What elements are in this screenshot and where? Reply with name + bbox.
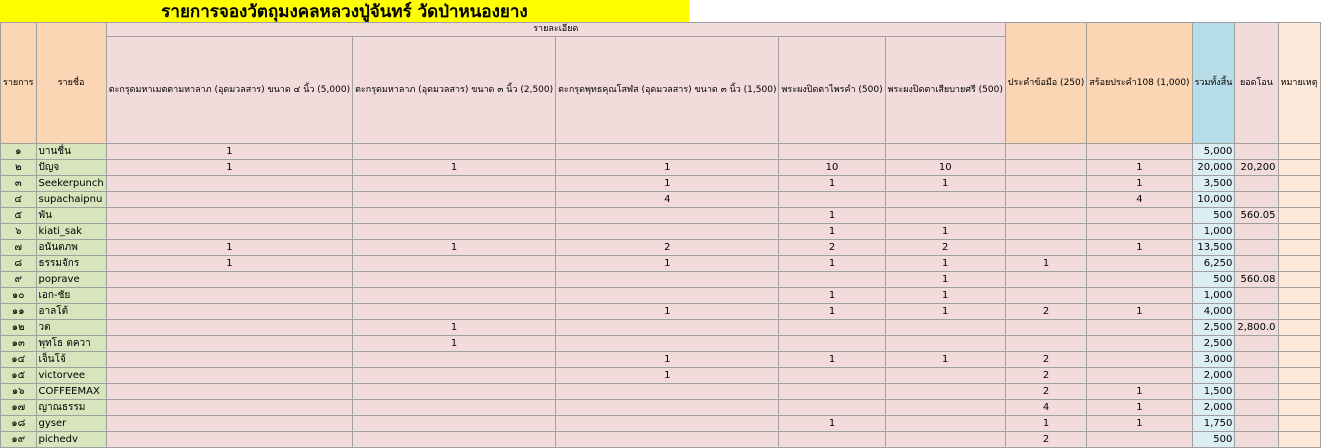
cell-col5[interactable]: 1 [885, 272, 1005, 288]
cell-note[interactable] [1278, 384, 1320, 400]
cell-no[interactable]: ๑๓ [1, 336, 37, 352]
cell-col3[interactable]: 1 [556, 368, 779, 384]
cell-col7[interactable]: 1 [1087, 400, 1192, 416]
cell-col3[interactable]: 1 [556, 352, 779, 368]
cell-name[interactable]: gyser [36, 416, 106, 432]
cell-name[interactable]: ปัญจ [36, 160, 106, 176]
cell-col6[interactable] [1005, 176, 1086, 192]
header-col6[interactable]: ประคำข้อมือ (250) [1005, 23, 1086, 144]
cell-col6[interactable]: 1 [1005, 416, 1086, 432]
header-transfer[interactable]: ยอดโอน [1235, 23, 1278, 144]
cell-col4[interactable] [779, 400, 885, 416]
header-col7[interactable]: สร้อยประคำ108 (1,000) [1087, 23, 1192, 144]
cell-no[interactable]: ๗ [1, 240, 37, 256]
cell-col6[interactable] [1005, 240, 1086, 256]
cell-total[interactable]: 3,500 [1192, 176, 1235, 192]
table-row [1, 416, 1321, 432]
cell-col2[interactable] [353, 208, 556, 224]
booking-table [0, 22, 1321, 448]
cell-col1[interactable] [106, 176, 352, 192]
cell-note[interactable] [1278, 432, 1320, 448]
cell-col3[interactable] [556, 320, 779, 336]
cell-name[interactable]: ญาณธรรม [36, 400, 106, 416]
cell-col3[interactable] [556, 336, 779, 352]
cell-col3[interactable]: 1 [556, 256, 779, 272]
cell-col7[interactable]: 1 [1087, 176, 1192, 192]
cell-name[interactable]: พุทโธ ตควา [36, 336, 106, 352]
cell-col2[interactable] [353, 288, 556, 304]
cell-transfer[interactable] [1235, 240, 1278, 256]
header-name[interactable]: รายชื่อ [36, 23, 106, 144]
table-row [1, 352, 1321, 368]
cell-col6[interactable]: 4 [1005, 400, 1086, 416]
cell-note[interactable] [1278, 192, 1320, 208]
cell-col4[interactable] [779, 432, 885, 448]
cell-col1[interactable]: 1 [106, 256, 352, 272]
cell-col3[interactable] [556, 416, 779, 432]
cell-col4[interactable]: 2 [779, 240, 885, 256]
cell-no[interactable]: ๑๗ [1, 400, 37, 416]
cell-col5[interactable]: 1 [885, 304, 1005, 320]
cell-no[interactable]: ๘ [1, 256, 37, 272]
cell-col3[interactable]: 2 [556, 240, 779, 256]
cell-col7[interactable]: 1 [1087, 384, 1192, 400]
cell-name[interactable]: COFFEEMAX [36, 384, 106, 400]
cell-transfer[interactable] [1235, 256, 1278, 272]
header-col4[interactable]: พระผงปิดตาไพรคำ (500) [779, 37, 885, 144]
cell-col1[interactable] [106, 432, 352, 448]
cell-name[interactable]: บานชื่น [36, 144, 106, 160]
cell-total[interactable]: 3,000 [1192, 352, 1235, 368]
cell-transfer[interactable]: 560.08 [1235, 272, 1278, 288]
cell-note[interactable] [1278, 144, 1320, 160]
cell-total[interactable]: 13,500 [1192, 240, 1235, 256]
cell-name[interactable]: อาลโต้ [36, 304, 106, 320]
table-row [1, 384, 1321, 400]
cell-col1[interactable] [106, 368, 352, 384]
cell-name[interactable]: poprave [36, 272, 106, 288]
cell-col5[interactable] [885, 192, 1005, 208]
header-col1[interactable]: ตะกรุดมหาเมตตามหาลาภ (อุดมวลสาร) ขนาด ๔ นิ้ว (5,000) [106, 37, 352, 144]
cell-transfer[interactable] [1235, 416, 1278, 432]
cell-col1[interactable]: 1 [106, 240, 352, 256]
table-row [1, 336, 1321, 352]
cell-note[interactable] [1278, 224, 1320, 240]
cell-col3[interactable] [556, 224, 779, 240]
cell-total[interactable]: 10,000 [1192, 192, 1235, 208]
cell-col7[interactable]: 1 [1087, 240, 1192, 256]
cell-note[interactable] [1278, 288, 1320, 304]
cell-col6[interactable] [1005, 208, 1086, 224]
cell-transfer[interactable] [1235, 224, 1278, 240]
cell-col1[interactable] [106, 224, 352, 240]
cell-col1[interactable] [106, 208, 352, 224]
cell-col2[interactable] [353, 192, 556, 208]
cell-col6[interactable]: 2 [1005, 368, 1086, 384]
cell-col4[interactable]: 1 [779, 416, 885, 432]
cell-col2[interactable] [353, 224, 556, 240]
cell-transfer[interactable]: 20,200 [1235, 160, 1278, 176]
cell-col7[interactable] [1087, 352, 1192, 368]
cell-col3[interactable]: 1 [556, 176, 779, 192]
cell-col7[interactable] [1087, 320, 1192, 336]
cell-col1[interactable] [106, 400, 352, 416]
table-row [1, 240, 1321, 256]
cell-col3[interactable] [556, 272, 779, 288]
cell-total[interactable]: 6,250 [1192, 256, 1235, 272]
table-row [1, 400, 1321, 416]
cell-col4[interactable] [779, 144, 885, 160]
cell-transfer[interactable] [1235, 368, 1278, 384]
cell-total[interactable]: 500 [1192, 208, 1235, 224]
table-row [1, 144, 1321, 160]
cell-col5[interactable] [885, 208, 1005, 224]
cell-col1[interactable] [106, 384, 352, 400]
cell-total[interactable]: 1,000 [1192, 224, 1235, 240]
cell-total[interactable]: 1,000 [1192, 288, 1235, 304]
cell-col6[interactable]: 2 [1005, 304, 1086, 320]
cell-name[interactable]: พัน [36, 208, 106, 224]
header-col2[interactable]: ตะกรุดมหาลาภ (อุดมวลสาร) ขนาด ๓ นิ้ว (2,500) [353, 37, 556, 144]
cell-col2[interactable]: 1 [353, 336, 556, 352]
cell-transfer[interactable] [1235, 352, 1278, 368]
cell-note[interactable] [1278, 208, 1320, 224]
cell-no[interactable]: ๑๒ [1, 320, 37, 336]
cell-col1[interactable] [106, 416, 352, 432]
cell-col5[interactable] [885, 416, 1005, 432]
cell-col1[interactable] [106, 352, 352, 368]
sheet-title: รายการจองวัตถุมงคลหลวงปู่จันทร์ วัดป่าหนองยาง [0, 0, 689, 22]
cell-col5[interactable] [885, 320, 1005, 336]
cell-total[interactable]: 500 [1192, 432, 1235, 448]
cell-col7[interactable]: 1 [1087, 160, 1192, 176]
cell-col5[interactable]: 1 [885, 224, 1005, 240]
cell-total[interactable]: 1,500 [1192, 384, 1235, 400]
cell-col2[interactable] [353, 256, 556, 272]
cell-col4[interactable] [779, 368, 885, 384]
cell-col6[interactable]: 1 [1005, 256, 1086, 272]
cell-col6[interactable] [1005, 320, 1086, 336]
table-row [1, 272, 1321, 288]
cell-no[interactable]: ๒ [1, 160, 37, 176]
cell-no[interactable]: ๑๘ [1, 416, 37, 432]
cell-col4[interactable]: 1 [779, 352, 885, 368]
cell-col7[interactable] [1087, 208, 1192, 224]
cell-note[interactable] [1278, 368, 1320, 384]
cell-col5[interactable] [885, 336, 1005, 352]
cell-col2[interactable] [353, 352, 556, 368]
cell-col7[interactable] [1087, 336, 1192, 352]
cell-col6[interactable] [1005, 336, 1086, 352]
table-row [1, 208, 1321, 224]
cell-no[interactable]: ๔ [1, 192, 37, 208]
cell-note[interactable] [1278, 352, 1320, 368]
cell-note[interactable] [1278, 240, 1320, 256]
table-row [1, 304, 1321, 320]
cell-col4[interactable] [779, 336, 885, 352]
cell-col5[interactable]: 2 [885, 240, 1005, 256]
cell-no[interactable]: ๑๕ [1, 368, 37, 384]
cell-transfer[interactable] [1235, 400, 1278, 416]
cell-total[interactable]: 2,000 [1192, 400, 1235, 416]
cell-col7[interactable] [1087, 256, 1192, 272]
cell-col3[interactable] [556, 400, 779, 416]
cell-no[interactable]: ๖ [1, 224, 37, 240]
cell-col2[interactable] [353, 432, 556, 448]
cell-transfer[interactable] [1235, 176, 1278, 192]
cell-no[interactable]: ๑ [1, 144, 37, 160]
cell-col4[interactable] [779, 192, 885, 208]
table-row [1, 432, 1321, 448]
cell-name[interactable]: Seekerpunch [36, 176, 106, 192]
cell-name[interactable]: ธรรมจักร [36, 256, 106, 272]
cell-col2[interactable] [353, 384, 556, 400]
cell-col4[interactable]: 1 [779, 208, 885, 224]
cell-no[interactable]: ๓ [1, 176, 37, 192]
cell-col2[interactable]: 1 [353, 240, 556, 256]
table-row [1, 368, 1321, 384]
header-no[interactable]: รายการ [1, 23, 37, 144]
table-row [1, 256, 1321, 272]
cell-transfer[interactable] [1235, 192, 1278, 208]
cell-total[interactable]: 5,000 [1192, 144, 1235, 160]
cell-col7[interactable]: 4 [1087, 192, 1192, 208]
cell-col6[interactable]: 2 [1005, 384, 1086, 400]
cell-name[interactable]: kiati_sak [36, 224, 106, 240]
cell-transfer[interactable] [1235, 144, 1278, 160]
cell-name[interactable]: เจ็นโจ้ [36, 352, 106, 368]
cell-transfer[interactable]: 560.05 [1235, 208, 1278, 224]
cell-name[interactable]: supachaipnu [36, 192, 106, 208]
cell-col1[interactable] [106, 320, 352, 336]
cell-col6[interactable] [1005, 144, 1086, 160]
cell-note[interactable] [1278, 336, 1320, 352]
cell-note[interactable] [1278, 176, 1320, 192]
header-col3[interactable]: ตะกรุดพุทธคุณโสฬส (อุดมวลสาร) ขนาด ๓ นิ้ว (1,500) [556, 37, 779, 144]
cell-name[interactable]: เอก-ชัย [36, 288, 106, 304]
cell-col6[interactable] [1005, 288, 1086, 304]
cell-transfer[interactable] [1235, 288, 1278, 304]
table-body [1, 144, 1321, 448]
cell-col4[interactable]: 1 [779, 304, 885, 320]
table-row [1, 224, 1321, 240]
cell-col4[interactable]: 10 [779, 160, 885, 176]
cell-col2[interactable]: 1 [353, 160, 556, 176]
header-note[interactable]: หมายเหตุ [1278, 23, 1320, 144]
cell-total[interactable]: 20,000 [1192, 160, 1235, 176]
cell-col1[interactable]: 1 [106, 160, 352, 176]
cell-col5[interactable] [885, 368, 1005, 384]
cell-col3[interactable] [556, 384, 779, 400]
cell-col6[interactable] [1005, 224, 1086, 240]
cell-col6[interactable] [1005, 192, 1086, 208]
table-row [1, 288, 1321, 304]
cell-total[interactable]: 2,500 [1192, 336, 1235, 352]
cell-col5[interactable]: 10 [885, 160, 1005, 176]
cell-name[interactable]: pichedv [36, 432, 106, 448]
cell-total[interactable]: 500 [1192, 272, 1235, 288]
cell-col2[interactable]: 1 [353, 320, 556, 336]
cell-col3[interactable]: 4 [556, 192, 779, 208]
table-row [1, 192, 1321, 208]
cell-col6[interactable] [1005, 272, 1086, 288]
cell-note[interactable] [1278, 320, 1320, 336]
cell-col3[interactable] [556, 208, 779, 224]
cell-note[interactable] [1278, 256, 1320, 272]
cell-col5[interactable] [885, 144, 1005, 160]
cell-transfer[interactable] [1235, 304, 1278, 320]
cell-col1[interactable] [106, 304, 352, 320]
cell-col5[interactable]: 1 [885, 256, 1005, 272]
cell-col1[interactable] [106, 336, 352, 352]
cell-col7[interactable] [1087, 432, 1192, 448]
cell-col5[interactable] [885, 432, 1005, 448]
cell-name[interactable]: วต [36, 320, 106, 336]
cell-note[interactable] [1278, 400, 1320, 416]
table-row [1, 176, 1321, 192]
cell-name[interactable]: อนันตภพ [36, 240, 106, 256]
cell-col5[interactable]: 1 [885, 352, 1005, 368]
cell-no[interactable]: ๕ [1, 208, 37, 224]
table-row [1, 160, 1321, 176]
cell-transfer[interactable] [1235, 432, 1278, 448]
cell-col6[interactable]: 2 [1005, 432, 1086, 448]
cell-col1[interactable] [106, 192, 352, 208]
cell-col2[interactable] [353, 144, 556, 160]
cell-col2[interactable] [353, 400, 556, 416]
cell-col4[interactable] [779, 320, 885, 336]
cell-col7[interactable] [1087, 144, 1192, 160]
cell-col5[interactable] [885, 400, 1005, 416]
cell-col2[interactable] [353, 272, 556, 288]
cell-no[interactable]: ๙ [1, 272, 37, 288]
cell-col2[interactable] [353, 368, 556, 384]
cell-col3[interactable]: 1 [556, 160, 779, 176]
cell-col7[interactable]: 1 [1087, 416, 1192, 432]
cell-note[interactable] [1278, 304, 1320, 320]
cell-col7[interactable] [1087, 288, 1192, 304]
cell-transfer[interactable]: 2,800.0 [1235, 320, 1278, 336]
cell-col5[interactable]: 1 [885, 176, 1005, 192]
cell-col6[interactable]: 2 [1005, 352, 1086, 368]
cell-col2[interactable] [353, 304, 556, 320]
cell-no[interactable]: ๑๙ [1, 432, 37, 448]
cell-col7[interactable] [1087, 368, 1192, 384]
header-total[interactable]: รวมทั้งสิ้น [1192, 23, 1235, 144]
header-group-details[interactable]: รายละเอียด [106, 23, 1005, 37]
cell-col3[interactable] [556, 144, 779, 160]
cell-no[interactable]: ๑๑ [1, 304, 37, 320]
cell-col7[interactable] [1087, 224, 1192, 240]
cell-transfer[interactable] [1235, 336, 1278, 352]
cell-col5[interactable]: 1 [885, 288, 1005, 304]
cell-note[interactable] [1278, 416, 1320, 432]
cell-col4[interactable] [779, 384, 885, 400]
cell-no[interactable]: ๑๖ [1, 384, 37, 400]
cell-col4[interactable]: 1 [779, 176, 885, 192]
cell-no[interactable]: ๑๐ [1, 288, 37, 304]
cell-col2[interactable] [353, 176, 556, 192]
cell-total[interactable]: 2,500 [1192, 320, 1235, 336]
cell-col4[interactable]: 1 [779, 224, 885, 240]
cell-col7[interactable] [1087, 272, 1192, 288]
cell-name[interactable]: victorvee [36, 368, 106, 384]
cell-transfer[interactable] [1235, 384, 1278, 400]
cell-col4[interactable]: 1 [779, 256, 885, 272]
cell-col1[interactable] [106, 288, 352, 304]
cell-col5[interactable] [885, 384, 1005, 400]
cell-total[interactable]: 1,750 [1192, 416, 1235, 432]
cell-col3[interactable] [556, 288, 779, 304]
cell-col1[interactable] [106, 272, 352, 288]
cell-col6[interactable] [1005, 160, 1086, 176]
cell-total[interactable]: 4,000 [1192, 304, 1235, 320]
cell-note[interactable] [1278, 160, 1320, 176]
cell-col1[interactable]: 1 [106, 144, 352, 160]
cell-col4[interactable] [779, 272, 885, 288]
cell-total[interactable]: 2,000 [1192, 368, 1235, 384]
cell-col3[interactable]: 1 [556, 304, 779, 320]
cell-no[interactable]: ๑๔ [1, 352, 37, 368]
cell-col7[interactable]: 1 [1087, 304, 1192, 320]
header-col5[interactable]: พระผงปิดตาเสียบายศรี (500) [885, 37, 1005, 144]
cell-col2[interactable] [353, 416, 556, 432]
cell-col3[interactable] [556, 432, 779, 448]
cell-note[interactable] [1278, 272, 1320, 288]
table-row [1, 320, 1321, 336]
cell-col4[interactable]: 1 [779, 288, 885, 304]
